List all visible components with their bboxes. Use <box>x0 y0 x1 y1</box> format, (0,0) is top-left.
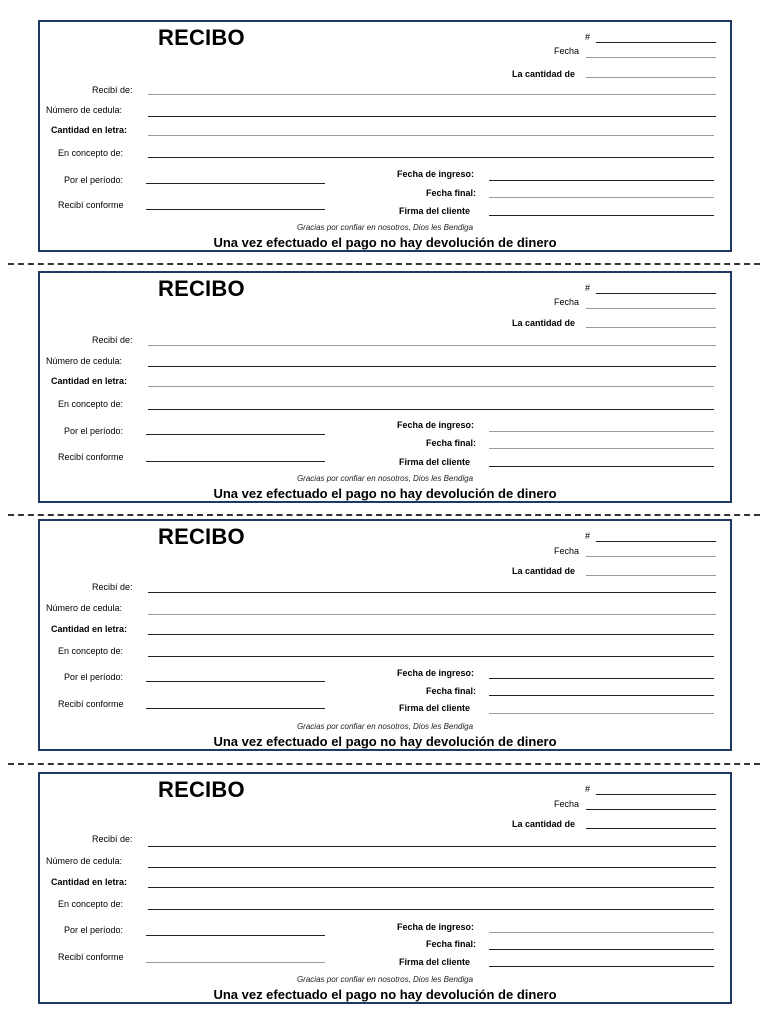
fecha-final-field[interactable] <box>489 197 714 198</box>
refund-policy: Una vez efectuado el pago no hay devolución de dinero <box>213 987 557 1002</box>
cantidad-letra-field[interactable] <box>148 887 714 888</box>
fecha-final-label: Fecha final: <box>426 188 477 198</box>
firma-cliente-label: Firma del cliente <box>399 957 471 967</box>
number-label: # <box>585 784 591 794</box>
recibi-de-field[interactable] <box>148 846 716 847</box>
cantidad-letra-label: Cantidad en letra: <box>51 376 128 386</box>
fecha-final-field[interactable] <box>489 695 714 696</box>
recibi-conforme-label: Recibí conforme <box>58 699 124 709</box>
receipt-2 <box>38 271 732 503</box>
cantidad-field[interactable] <box>586 77 716 78</box>
cut-line <box>8 763 760 765</box>
receipt-title: RECIBO <box>158 276 245 301</box>
fecha-label: Fecha <box>554 46 580 56</box>
concepto-label: En concepto de: <box>58 148 124 158</box>
cut-line <box>8 514 760 516</box>
recibi-de-label: Recibí de: <box>92 834 133 844</box>
fecha-ingreso-label: Fecha de ingreso: <box>397 420 475 430</box>
receipt-1 <box>38 20 732 252</box>
periodo-label: Por el período: <box>64 672 124 682</box>
number-field[interactable] <box>596 541 716 542</box>
periodo-label: Por el período: <box>64 925 124 935</box>
firma-cliente-field[interactable] <box>489 966 714 967</box>
cantidad-label: La cantidad de <box>512 819 576 829</box>
fecha-final-field[interactable] <box>489 949 714 950</box>
recibi-de-field[interactable] <box>148 592 716 593</box>
cedula-field[interactable] <box>148 614 716 615</box>
recibi-conforme-field[interactable] <box>146 461 325 462</box>
cantidad-letra-field[interactable] <box>148 135 714 136</box>
number-field[interactable] <box>596 794 716 795</box>
firma-cliente-label: Firma del cliente <box>399 457 471 467</box>
cedula-field[interactable] <box>148 867 716 868</box>
thanks-note: Gracias por confiar en nosotros, Dios les Bendiga <box>296 722 474 731</box>
firma-cliente-field[interactable] <box>489 713 714 714</box>
recibi-conforme-field[interactable] <box>146 962 325 963</box>
cantidad-label: La cantidad de <box>512 318 576 328</box>
recibi-conforme-field[interactable] <box>146 708 325 709</box>
periodo-label: Por el período: <box>64 426 124 436</box>
recibi-de-label: Recibí de: <box>92 582 133 592</box>
cantidad-letra-field[interactable] <box>148 634 714 635</box>
recibi-de-label: Recibí de: <box>92 85 133 95</box>
fecha-ingreso-label: Fecha de ingreso: <box>397 922 475 932</box>
cantidad-field[interactable] <box>586 575 716 576</box>
concepto-field[interactable] <box>148 409 714 410</box>
periodo-field[interactable] <box>146 935 325 936</box>
recibi-conforme-label: Recibí conforme <box>58 952 124 962</box>
periodo-field[interactable] <box>146 681 325 682</box>
concepto-field[interactable] <box>148 656 714 657</box>
fecha-field[interactable] <box>586 57 716 58</box>
cantidad-letra-label: Cantidad en letra: <box>51 877 128 887</box>
periodo-label: Por el período: <box>64 175 124 185</box>
fecha-label: Fecha <box>554 297 580 307</box>
cedula-label: Número de cedula: <box>46 856 123 866</box>
receipt-4 <box>38 772 732 1004</box>
fecha-ingreso-label: Fecha de ingreso: <box>397 668 475 678</box>
cedula-label: Número de cedula: <box>46 105 123 115</box>
cantidad-letra-label: Cantidad en letra: <box>51 125 128 135</box>
number-field[interactable] <box>596 42 716 43</box>
refund-policy: Una vez efectuado el pago no hay devolución de dinero <box>213 235 557 250</box>
fecha-ingreso-field[interactable] <box>489 932 714 933</box>
receipt-title: RECIBO <box>158 777 245 802</box>
cut-line <box>8 263 760 265</box>
cantidad-label: La cantidad de <box>512 566 576 576</box>
periodo-field[interactable] <box>146 183 325 184</box>
recibi-conforme-label: Recibí conforme <box>58 200 124 210</box>
cantidad-field[interactable] <box>586 828 716 829</box>
fecha-field[interactable] <box>586 556 716 557</box>
cedula-label: Número de cedula: <box>46 603 123 613</box>
cantidad-letra-field[interactable] <box>148 386 714 387</box>
receipt-3 <box>38 519 732 751</box>
fecha-final-label: Fecha final: <box>426 939 477 949</box>
fecha-ingreso-field[interactable] <box>489 431 714 432</box>
receipt-title: RECIBO <box>158 25 245 50</box>
receipt-title: RECIBO <box>158 524 245 549</box>
fecha-final-label: Fecha final: <box>426 438 477 448</box>
fecha-label: Fecha <box>554 546 580 556</box>
fecha-ingreso-field[interactable] <box>489 180 714 181</box>
periodo-field[interactable] <box>146 434 325 435</box>
number-label: # <box>585 283 591 293</box>
fecha-ingreso-label: Fecha de ingreso: <box>397 169 475 179</box>
recibi-conforme-field[interactable] <box>146 209 325 210</box>
firma-cliente-label: Firma del cliente <box>399 206 471 216</box>
fecha-field[interactable] <box>586 308 716 309</box>
firma-cliente-label: Firma del cliente <box>399 703 471 713</box>
cantidad-letra-label: Cantidad en letra: <box>51 624 128 634</box>
thanks-note: Gracias por confiar en nosotros, Dios les Bendiga <box>296 474 474 483</box>
concepto-field[interactable] <box>148 909 714 910</box>
cedula-field[interactable] <box>148 366 716 367</box>
thanks-note: Gracias por confiar en nosotros, Dios les Bendiga <box>296 223 474 232</box>
refund-policy: Una vez efectuado el pago no hay devolución de dinero <box>213 734 557 749</box>
concepto-field[interactable] <box>148 157 714 158</box>
recibi-de-field[interactable] <box>148 94 716 95</box>
thanks-note: Gracias por confiar en nosotros, Dios les Bendiga <box>296 975 474 984</box>
cantidad-field[interactable] <box>586 327 716 328</box>
number-label: # <box>585 531 591 541</box>
cedula-field[interactable] <box>148 116 716 117</box>
cantidad-label: La cantidad de <box>512 69 576 79</box>
refund-policy: Una vez efectuado el pago no hay devolución de dinero <box>213 486 557 501</box>
number-label: # <box>585 32 591 42</box>
recibi-de-label: Recibí de: <box>92 335 133 345</box>
concepto-label: En concepto de: <box>58 899 124 909</box>
fecha-final-label: Fecha final: <box>426 686 477 696</box>
firma-cliente-field[interactable] <box>489 466 714 467</box>
fecha-final-field[interactable] <box>489 448 714 449</box>
fecha-ingreso-field[interactable] <box>489 678 714 679</box>
fecha-field[interactable] <box>586 809 716 810</box>
number-field[interactable] <box>596 293 716 294</box>
fecha-label: Fecha <box>554 799 580 809</box>
recibi-de-field[interactable] <box>148 345 716 346</box>
recibi-conforme-label: Recibí conforme <box>58 452 124 462</box>
firma-cliente-field[interactable] <box>489 215 714 216</box>
concepto-label: En concepto de: <box>58 646 124 656</box>
cedula-label: Número de cedula: <box>46 356 123 366</box>
concepto-label: En concepto de: <box>58 399 124 409</box>
